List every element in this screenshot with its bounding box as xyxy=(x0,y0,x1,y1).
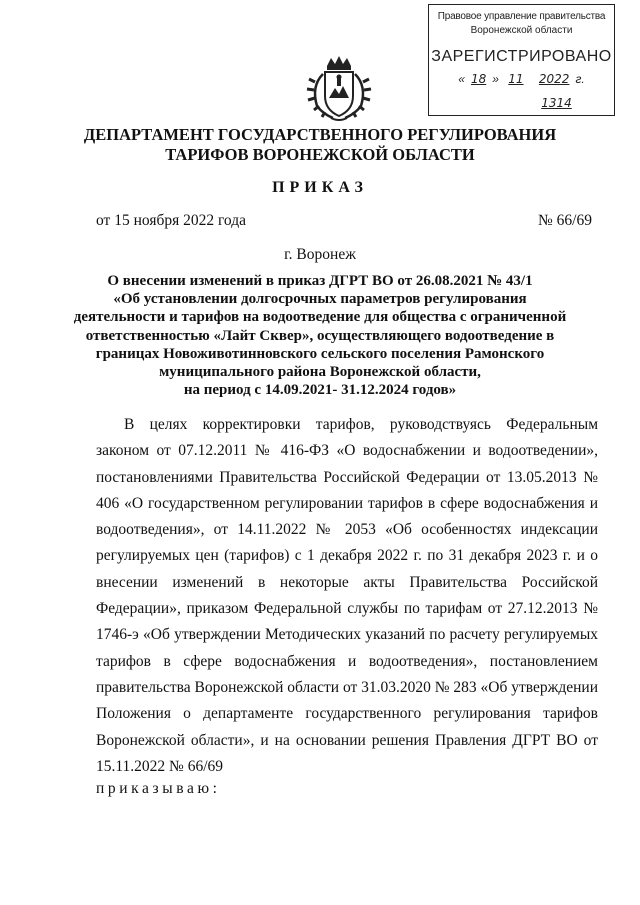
stamp-year: 2022 xyxy=(538,72,570,86)
subject-line: ответственностью «Лайт Сквер», осуществляющего водоотведение в xyxy=(85,327,555,344)
stamp-day: 18 xyxy=(470,72,487,86)
stamp-month: 11 xyxy=(508,72,524,86)
voronezh-coat-of-arms-icon xyxy=(303,52,375,124)
decree-word: приказываю: xyxy=(96,780,221,797)
stamp-year-suffix: г. xyxy=(575,72,585,86)
subject-line: деятельности и тарифов на водоотведение для общества с ограниченной xyxy=(73,309,567,326)
department-line2: ТАРИФОВ ВОРОНЕЖСКОЙ ОБЛАСТИ xyxy=(165,145,475,164)
subject-line: муниципального района Воронежской области, xyxy=(159,364,481,381)
city: г. Воронеж xyxy=(284,246,356,263)
stamp-reg-number: 1314 xyxy=(541,96,572,110)
body-paragraph: В целях корректировки тарифов, руководствуясь Федеральным законом от 07.12.2011 № 416-ФЗ «О водоснабжении и водоотведении», постановлениями Правительства Российской Федерации от 13.05.2013 № 406 «О государственном регулировании тарифов в сфере водоснабжения и водоотведения», от 14.11.2022 № 2053 «Об особенностях индексации регулируемых цен (тарифов) с 1 декабря 2022 г. по 31 декабря 2023 г. и о внесении изменений в некоторые акты Правительства Российской Федерации», приказом Федеральной службы по тарифам от 27.12.2013 № 1746-э «Об утверждении Методических указаний по расчету регулируемых тарифов в сфере водоснабжения и водоотведения», постановлением правительства Воронежской области от 31.03.2020 № 283 «Об утверждении Положения о департаменте государственного регулирования тарифов Воронежской области», и на основании решения Правления ДГРТ ВО от 15.11.2022 № 66/69 xyxy=(96,416,598,775)
subject-line: «Об установлении долгосрочных параметров регулирования xyxy=(113,291,527,308)
subject-line: границах Новоживотинновского сельского поселения Рамонского xyxy=(95,345,545,362)
department-line1: ДЕПАРТАМЕНТ ГОСУДАРСТВЕННОГО РЕГУЛИРОВАНИЯ xyxy=(83,125,557,144)
order-subject xyxy=(0,272,640,399)
subject-line: на период с 14.09.2021- 31.12.2024 годов» xyxy=(183,382,457,399)
subject-line: О внесении изменений в приказ ДГРТ ВО от 26.08.2021 № 43/1 xyxy=(107,273,533,289)
stamp-org-line1: Правовое управление правительства xyxy=(437,11,606,22)
department-name xyxy=(0,125,640,165)
stamp-org-line2: Воронежской области xyxy=(470,25,573,36)
stamp-number xyxy=(429,96,614,110)
order-number: № 66/69 xyxy=(538,212,592,229)
registration-stamp xyxy=(428,4,615,116)
order-date: от 15 ноября 2022 года xyxy=(96,212,247,229)
stamp-registered-label: ЗАРЕГИСТРИРОВАНО xyxy=(431,48,612,65)
stamp-date: « 18 » 11 2022 г. xyxy=(458,72,585,86)
document-type: ПРИКАЗ xyxy=(272,179,368,196)
